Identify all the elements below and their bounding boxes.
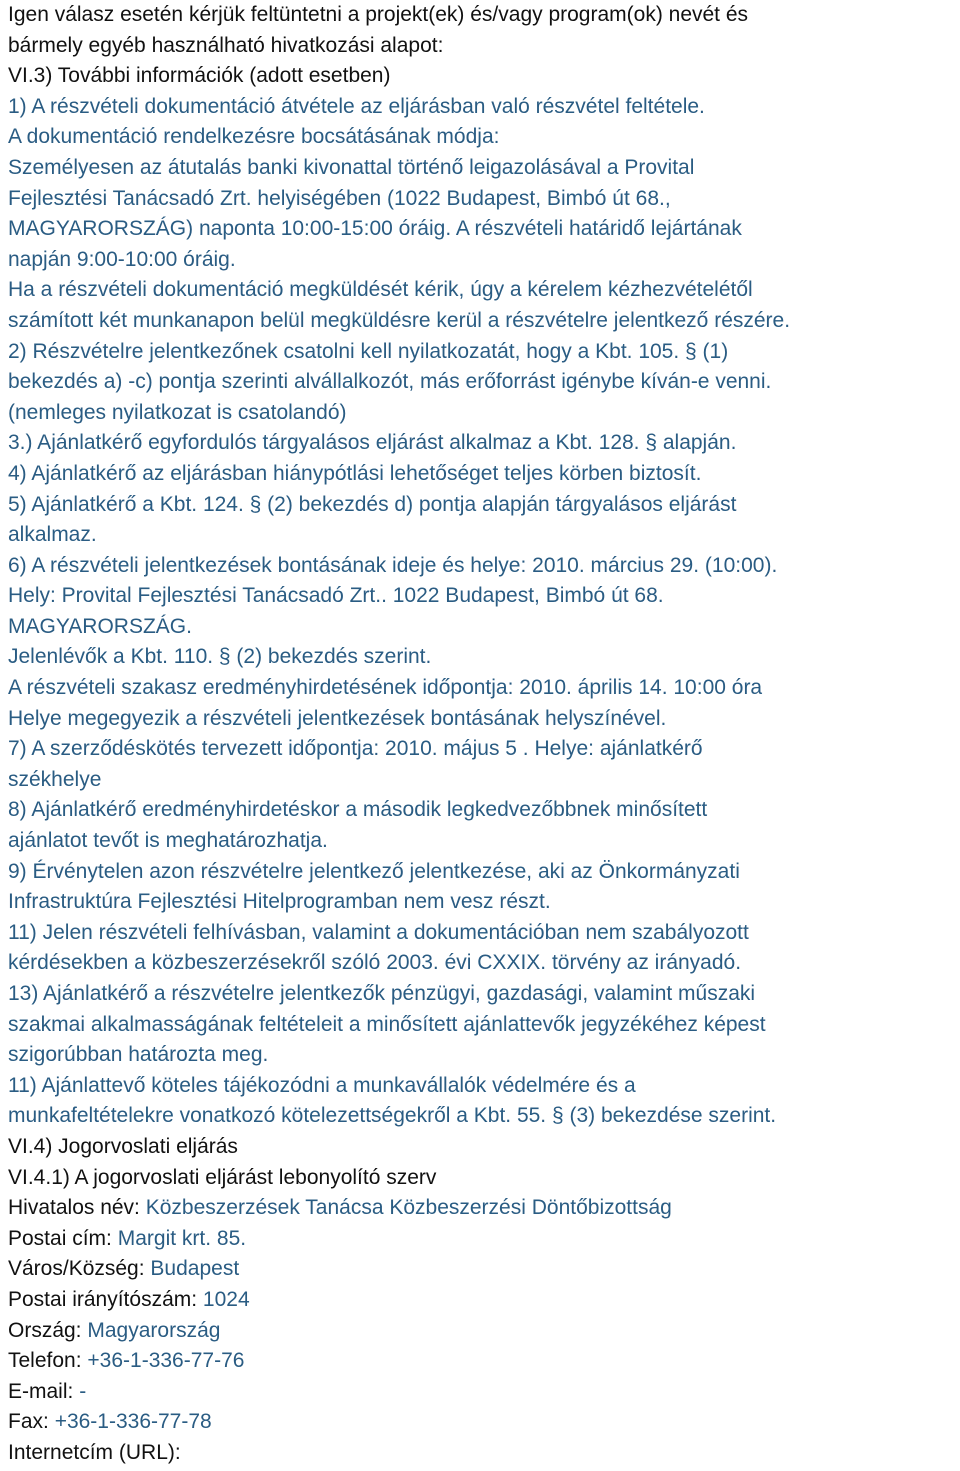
contact-value: Budapest [150,1257,240,1281]
contact-value: Közbeszerzések Tanácsa Közbeszerzési Döntőbizottság [145,1196,672,1220]
document-line: 7) A szerződéskötés tervezett időpontja: 2010. május 5 . Helye: ajánlatkérő [8,737,703,761]
document-line: székhelye [8,767,102,791]
document-line: alkalmaz. [8,523,97,547]
contact-row [8,1224,952,1255]
contact-value: 1024 [202,1287,250,1311]
document-line: VI.4.1) A jogorvoslati eljárást lebonyolító szerv [8,1165,437,1189]
document-line: 2) Részvételre jelentkezőnek csatolni kell nyilatkozatát, hogy a Kbt. 105. § (1) [8,339,729,363]
document-line: napján 9:00-10:00 óráig. [8,247,236,271]
contact-label: Postai irányítószám: [8,1287,198,1311]
document-line: Igen válasz esetén kérjük feltüntetni a projekt(ek) és/vagy program(ok) nevét és [8,3,749,26]
contact-row [8,1285,952,1316]
document-line: 3.) Ajánlatkérő egyfordulós tárgyalásos eljárást alkalmaz a Kbt. 128. § alapján. [8,431,737,455]
document-line: számított két munkanapon belül megküldésre kerül a részvételre jelentkező részére. [8,308,791,332]
document-line: 13) Ajánlatkérő a részvételre jelentkezők pénzügyi, gazdasági, valamint műszaki [8,982,756,1005]
contact-label: Postai cím: [8,1226,112,1250]
document-line: 11) Ajánlattevő köteles tájékozódni a munkavállalók védelmére és a [8,1073,636,1097]
text-lines [8,0,952,1193]
document-line: 1) A részvételi dokumentáció átvétele az eljárásban való részvétel feltétele. [8,94,705,118]
document-line: MAGYARORSZÁG. [8,614,192,638]
contact-label: Ország: [8,1318,82,1342]
contact-value: Magyarország [87,1318,221,1342]
document-line: A részvételi szakasz eredményhirdetésének időpontja: 2010. április 14. 10:00 óra [8,676,763,700]
document-line: ajánlatot tevőt is meghatározhatja. [8,829,328,853]
contact-row [8,1316,952,1347]
contact-value: Margit krt. 85. [117,1226,247,1250]
document-line: MAGYARORSZÁG) naponta 10:00-15:00 óráig. A részvételi határidő lejártának [8,217,742,241]
document-line: A dokumentáció rendelkezésre bocsátásának módja: [8,125,500,149]
document-line: Ha a részvételi dokumentáció megküldését kérik, úgy a kérelem kézhezvételétől [8,278,753,302]
document-line: Infrastruktúra Fejlesztési Hitelprogramban nem vesz részt. [8,890,551,914]
contact-value: - [79,1379,87,1403]
document-line: Jelenlévők a Kbt. 110. § (2) bekezdés szerint. [8,645,432,669]
document-line: VI.3) További információk (adott esetben) [8,64,391,88]
document-line: 9) Érvénytelen azon részvételre jelentkező jelentkezése, aki az Önkormányzati [8,859,740,883]
document-line: (nemleges nyilatkozat is csatolandó) [8,400,347,424]
contact-label: Város/Község: [8,1257,145,1281]
contact-block [8,1193,952,1468]
document-line: bekezdés a) -c) pontja szerinti alvállalkozót, más erőforrást igénybe kíván-e venni. [8,370,772,394]
document-line: kérdésekben a közbeszerzésekről szóló 2003. évi CXXIX. törvény az irányadó. [8,951,742,975]
contact-row [8,1193,952,1224]
document-line: 11) Jelen részvételi felhívásban, valamint a dokumentációban nem szabályozott [8,920,749,944]
document-line: munkafeltételekre vonatkozó kötelezettségekről a Kbt. 55. § (3) bekezdése szerint. [8,1104,777,1128]
document-line: Hely: Provital Fejlesztési Tanácsadó Zrt.. 1022 Budapest, Bimbó út 68. [8,584,664,608]
document-line: Helye megegyezik a részvételi jelentkezések bontásának helyszínével. [8,706,667,730]
document-line: 5) Ajánlatkérő a Kbt. 124. § (2) bekezdés d) pontja alapján tárgyalásos eljárást [8,492,737,516]
document-line: 6) A részvételi jelentkezések bontásának ideje és helye: 2010. március 29. (10:00). [8,553,778,577]
document-line: 4) Ajánlatkérő az eljárásban hiánypótlási lehetőséget teljes körben biztosít. [8,461,702,485]
contact-value: +36-1-336-77-76 [87,1349,245,1373]
contact-label: Fax: [8,1410,49,1434]
document-line: szakmai alkalmasságának feltételeit a minősített ajánlattevők jegyzékéhez képest [8,1012,766,1036]
document-line: bármely egyéb használható hivatkozási alapot: [8,33,444,57]
contact-row [8,1254,952,1285]
contact-label: Internetcím (URL): [8,1440,181,1464]
contact-row [8,1346,952,1377]
document-line: Személyesen az átutalás banki kivonattal történő leigazolásával a Provital [8,155,695,179]
contact-value: +36-1-336-77-78 [54,1410,212,1434]
contact-row [8,1377,952,1408]
contact-label: Telefon: [8,1349,82,1373]
contact-row [8,1407,952,1438]
document-line: 8) Ajánlatkérő eredményhirdetéskor a második legkedvezőbbnek minősített [8,798,708,822]
contact-label: E-mail: [8,1379,74,1403]
contact-label: Hivatalos név: [8,1196,140,1220]
document-line: Fejlesztési Tanácsadó Zrt. helyiségében (1022 Budapest, Bimbó út 68., [8,186,671,210]
document-line: szigorúbban határozta meg. [8,1043,269,1067]
document-line: VI.4) Jogorvoslati eljárás [8,1134,238,1158]
contact-row [8,1438,952,1469]
